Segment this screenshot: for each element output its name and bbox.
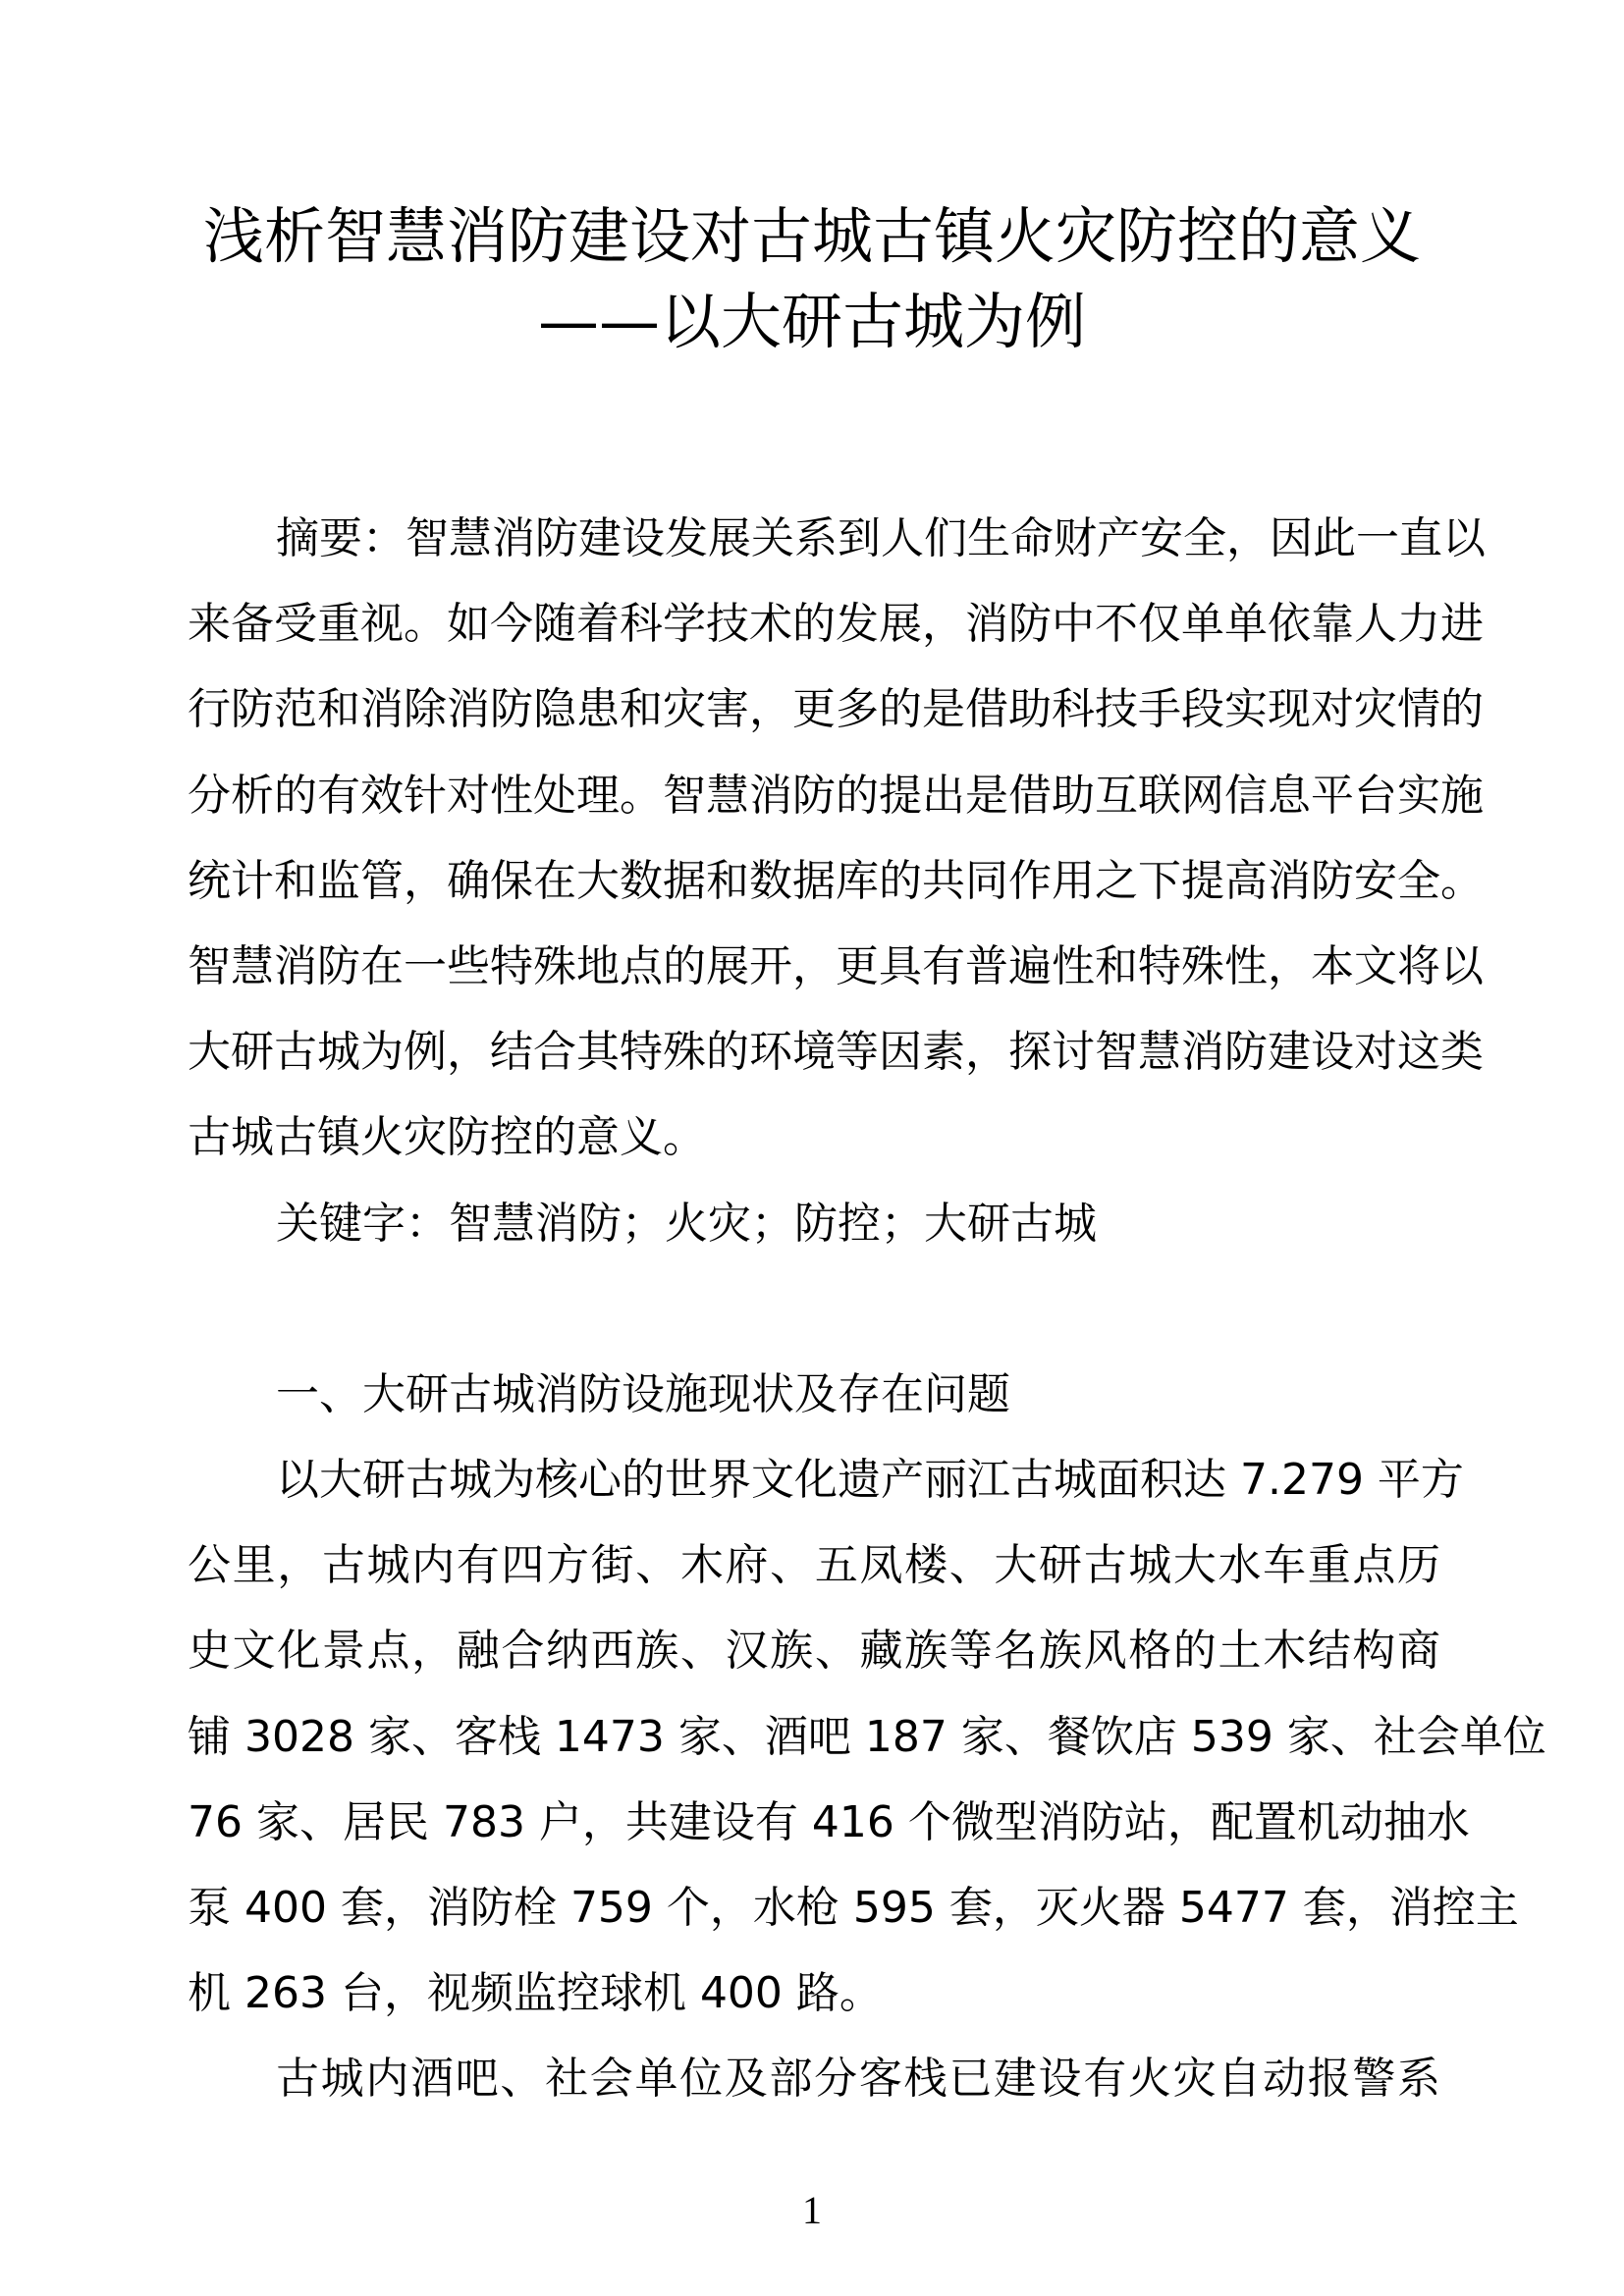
abstract-line: 大研古城为例，结合其特殊的环境等因素，探讨智慧消防建设对这类	[188, 1027, 1484, 1078]
document-subtitle: ——以大研古城为例	[537, 286, 1086, 357]
paragraph-line: 76 家、居民 783 户，共建设有 416 个微型消防站，配置机动抽水	[188, 1796, 1470, 1847]
paragraph-line: 泵 400 套，消防栓 759 个，水枪 595 套，灭火器 5477 套，消控主	[188, 1883, 1519, 1933]
section-heading: 一、大研古城消防设施现状及存在问题	[276, 1368, 1010, 1419]
paragraph-1	[188, 1437, 1546, 2036]
abstract-line: 智慧消防在一些特殊地点的展开，更具有普遍性和特殊性，本文将以	[188, 940, 1484, 991]
paragraph-2	[188, 2036, 1440, 2121]
paragraph-line: 公里，古城内有四方街、木府、五凤楼、大研古城大水车重点历	[188, 1540, 1440, 1591]
paragraph-line: 铺 3028 家、客栈 1473 家、酒吧 187 家、餐饮店 539 家、社会单位	[188, 1711, 1546, 1762]
spacer	[188, 1266, 1440, 1352]
page-number: 1	[802, 2188, 822, 2232]
abstract-line: 分析的有效针对性处理。智慧消防的提出是借助互联网信息平台实施	[188, 770, 1484, 821]
keywords: 关键字：智慧消防；火灾；防控；大研古城	[276, 1198, 1097, 1249]
abstract-line: 摘要：智慧消防建设发展关系到人们生命财产安全，因此一直以	[276, 513, 1486, 563]
document-body	[188, 496, 1546, 2122]
abstract-line: 来备受重视。如今随着科学技术的发展，消防中不仅单单依靠人力进	[188, 599, 1484, 650]
abstract-line: 统计和监管，确保在大数据和数据库的共同作用之下提高消防安全。	[188, 855, 1484, 906]
paragraph-line: 机 263 台，视频监控球机 400 路。	[188, 1968, 883, 2019]
abstract-line: 行防范和消除消防隐患和灾害，更多的是借助科技手段实现对灾情的	[188, 684, 1484, 735]
document-title-line-1: 浅析智慧消防建设对古城古镇火灾防控的意义	[202, 200, 1421, 272]
abstract	[188, 496, 1486, 1181]
paragraph-line: 古城内酒吧、社会单位及部分客栈已建设有火灾自动报警系	[276, 2054, 1440, 2105]
paragraph-line: 史文化景点，融合纳西族、汉族、藏族等名族风格的土木结构商	[188, 1626, 1440, 1677]
paragraph-line: 以大研古城为核心的世界文化遗产丽江古城面积达 7.279 平方	[276, 1455, 1464, 1506]
abstract-line: 古城古镇火灾防控的意义。	[188, 1112, 706, 1163]
